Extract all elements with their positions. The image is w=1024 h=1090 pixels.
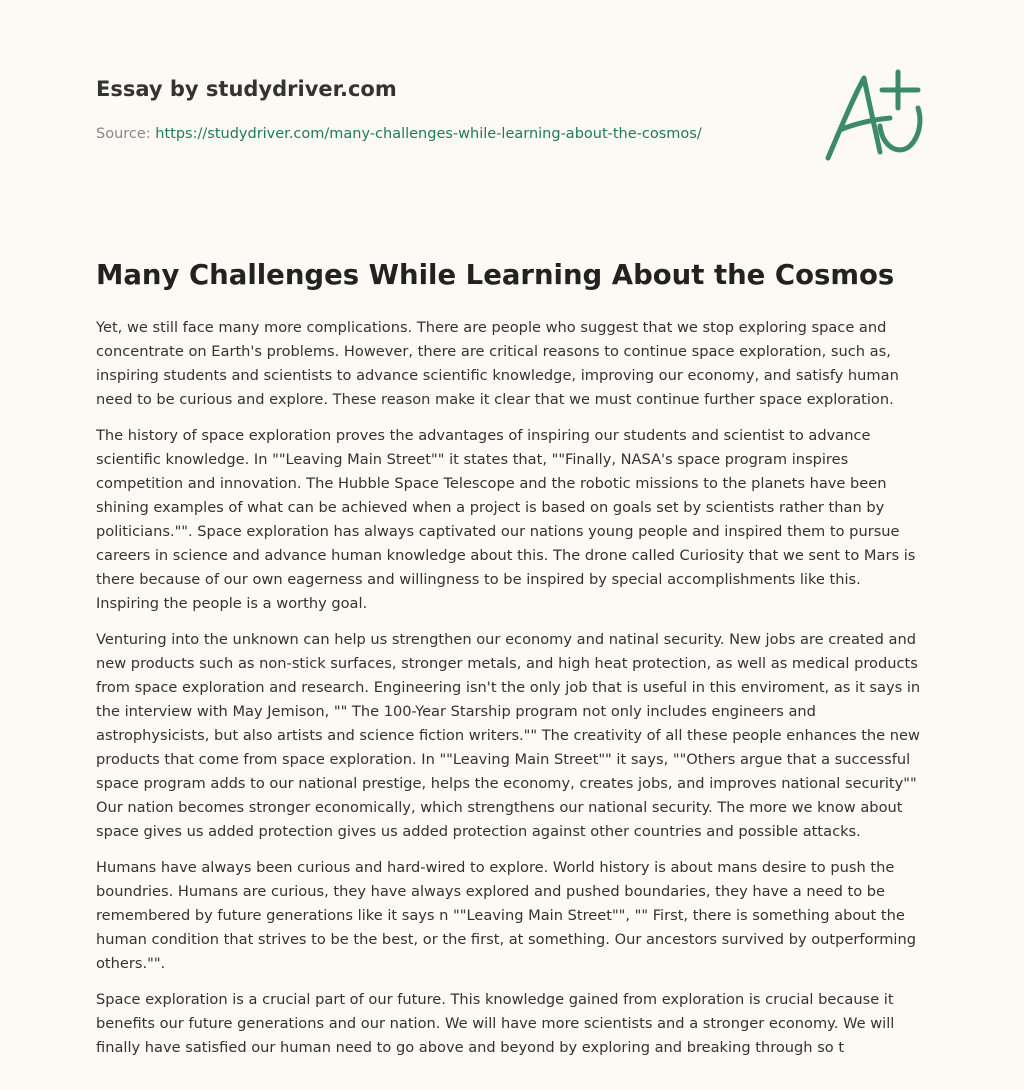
site-brand: Essay by studydriver.com <box>96 77 397 101</box>
source-label: Source: <box>96 126 156 142</box>
source-line <box>96 124 796 144</box>
essay-body <box>96 316 928 1072</box>
paragraph: Venturing into the unknown can help us strengthen our economy and natinal security. New jobs are created and new products such as non-stick surfaces, stronger metals, and high heat protection, as well as medical products from space exploration and research. Engineering isn't the only job that is useful in this enviroment, as it says in the interview with May Jemison, "" The 100-Year Starship program not only includes engineers and astrophysicists, but also artists and science fiction writers."" The creativity of all these people enhances the new products that come from space exploration. In ""Leaving Main Street"" it says, ""Others argue that a successful space program adds to our national prestige, helps the economy, creates jobs, and improves national security"" Our nation becomes stronger economically, which strengthens our national security. The more we know about space gives us added protection gives us added protection against other countries and possible attacks. <box>96 631 921 840</box>
paragraph: Humans have always been curious and hard-wired to explore. World history is about mans desire to push the boundries. Humans are curious, they have always explored and pushed boundaries, they have a need to be remembered by future generations like it says n ""Leaving Main Street"", "" First, there is something about the human condition that strives to be the best, or the first, at something. Our ancestors survived by outperforming others."". <box>96 859 916 972</box>
paragraph: Yet, we still face many more complications. There are people who suggest that we stop exploring space and concentrate on Earth's problems. However, there are critical reasons to continue space exploration, such as, inspiring students and scientists to advance scientific knowledge, improving our economy, and satisfy human need to be curious and explore. These reason make it clear that we must continue further space exploration. <box>96 319 899 408</box>
paragraph: Space exploration is a crucial part of our future. This knowledge gained from exploration is crucial because it benefits our future generations and our nation. We will have more scientists and a stronger economy. We will finally have satisfied our human need to go above and beyond by exploring and breaking through so t <box>96 991 895 1056</box>
source-link[interactable]: https://studydriver.com/many-challenges-while-learning-about-the-cosmos/ <box>155 126 702 142</box>
page-header <box>96 74 796 144</box>
paragraph: The history of space exploration proves the advantages of inspiring our students and scientist to advance scientific knowledge. In ""Leaving Main Street"" it states that, ""Finally, NASA's space program inspires competition and innovation. The Hubble Space Telescope and the robotic missions to the planets have been shining examples of what can be achieved when a project is based on goals set by scientists rather than by politicians."". Space exploration has always captivated our nations young people and inspired them to pursue careers in science and advance human knowledge about this. The drone called Curiosity that we sent to Mars is there because of our own eagerness and willingness to be inspired by special accomplishments like this. Inspiring the people is a worthy goal. <box>96 427 916 612</box>
essay-title: Many Challenges While Learning About the Cosmos <box>96 259 895 291</box>
a-plus-logo-icon <box>818 64 930 168</box>
